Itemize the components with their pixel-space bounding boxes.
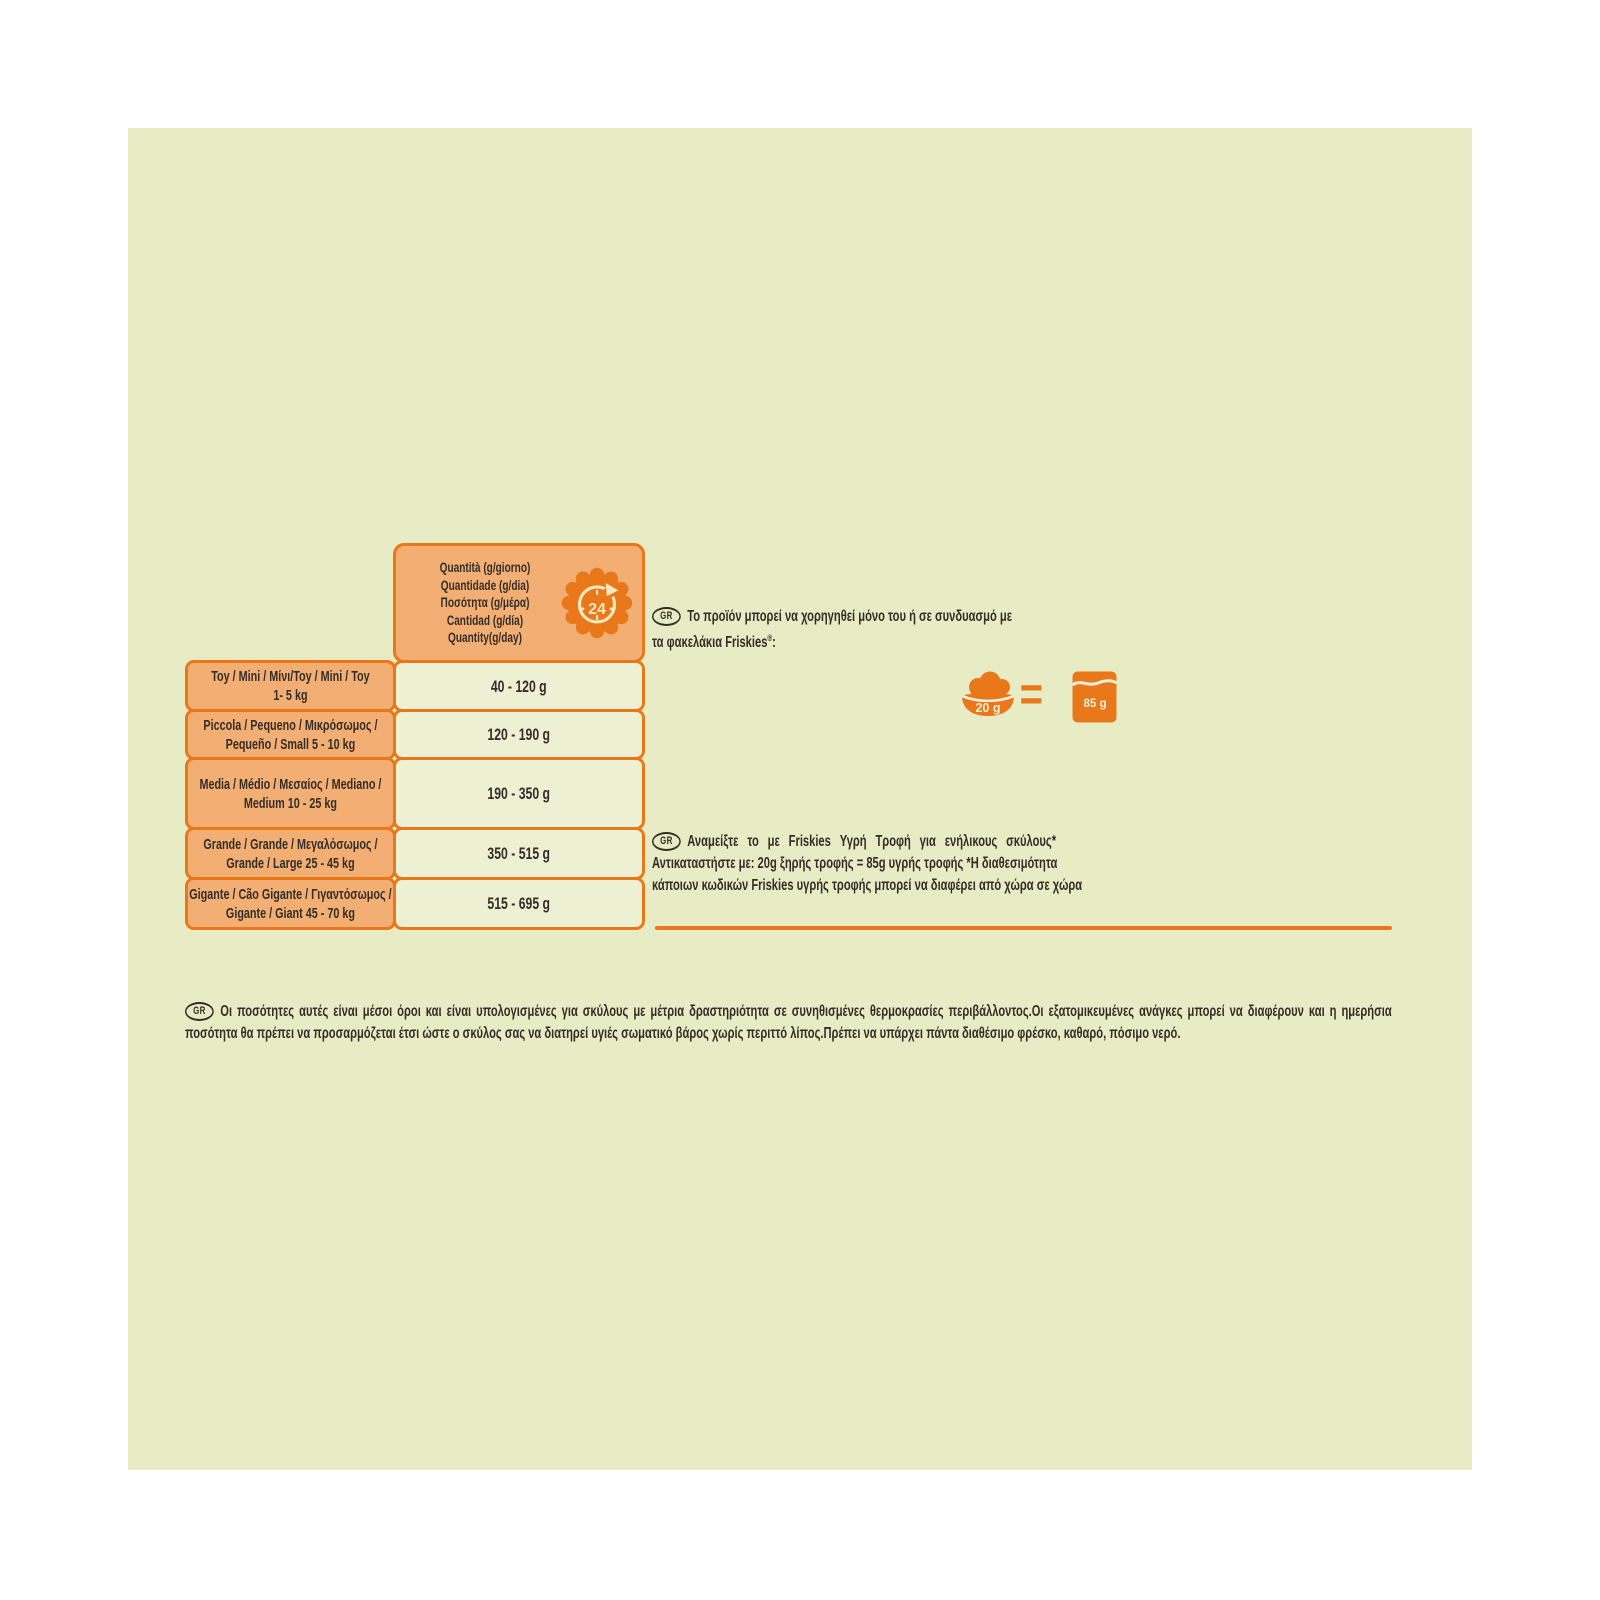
table-header-quantity [393, 543, 645, 663]
size-cell-giant [185, 877, 396, 930]
dry-food-bowl-icon [960, 665, 1016, 723]
amount-value: 350 - 515 g [487, 844, 551, 863]
mix-note [652, 831, 1082, 896]
size-label: Toy / Mini / Μίνι/Toy / Mini / Toy [211, 668, 370, 685]
combo-note-line1: Το προϊόν μπορεί να χορηγηθεί μόνο του ή σε συνδυασμό με [687, 608, 1013, 625]
size-cell-medium [185, 757, 396, 830]
orange-divider-line [655, 926, 1392, 930]
amount-cell-small [393, 709, 645, 760]
combo-note [652, 606, 1012, 654]
amount-cell-toy [393, 660, 645, 712]
amount-value: 515 - 695 g [487, 894, 551, 913]
header-line-pt: Quantidade (g/dia) [440, 576, 530, 593]
gr-language-badge: GR [185, 1002, 214, 1021]
header-line-en: Quantity(g/day) [448, 629, 522, 646]
size-label: Piccola / Pequeno / Μικρόσωμος / [203, 716, 378, 734]
footer-note-text: Οι ποσότητες αυτές είναι μέσοι όροι και είναι υπολογισμένες για σκύλους με μέτρια δραστηριότητα σε συνηθισμένες θερμοκρασίες περιβάλλοντος.Οι εξατομικευμένες ανάγκες μπορεί να διαφέρουν και η ημερήσια ποσότητα θα πρέπει να προσαρμόζεται έτσι ώστε ο σκύλος σας να διατηρεί υγιές σωματικό βάρος χωρίς περιττό λίπος.Πρέπει να υπάρχει πάντα διαθέσιμο φρέσκο, καθαρό, πόσιμο νερό. [185, 1003, 1392, 1042]
size-weight: 1- 5 kg [273, 687, 308, 704]
amount-cell-medium [393, 757, 645, 830]
amount-value: 190 - 350 g [487, 784, 551, 803]
size-weight: Grande / Large 25 - 45 kg [226, 854, 355, 872]
24h-clock-icon [560, 566, 634, 640]
wet-amount-label: 85 g [1083, 698, 1107, 710]
header-line-gr: Ποσότητα (g/μέρα) [440, 594, 530, 611]
mix-note-line2: Αντικαταστήστε με: 20g ξηρής τροφής = 85g υγρής τροφής *Η διαθεσιμότητα [652, 855, 1058, 872]
gr-language-badge: GR [652, 832, 681, 851]
size-label: Media / Médio / Μεσαίος / Mediano / [199, 775, 382, 793]
size-label: Grande / Grande / Μεγαλόσωμος / [203, 835, 378, 853]
size-label: Gigante / Cão Gigante / Γιγαντόσωμος / [189, 885, 392, 903]
dry-amount-label: 20 g [975, 701, 1001, 715]
header-line-es: Cantidad (g/día) [446, 611, 524, 628]
size-cell-small [185, 709, 396, 760]
combo-note-line2: τα φακελάκια Friskies [652, 634, 768, 652]
amount-cell-large [393, 827, 645, 880]
table-header-lines [407, 559, 564, 647]
amount-value: 40 - 120 g [491, 676, 547, 696]
amount-value: 120 - 190 g [487, 725, 551, 744]
wet-food-pouch-icon [1072, 671, 1117, 723]
gr-language-badge: GR [652, 607, 681, 626]
size-weight: Gigante / Giant 45 - 70 kg [225, 904, 356, 922]
size-cell-toy [185, 660, 396, 712]
size-cell-large [185, 827, 396, 880]
footer-note [185, 1001, 1392, 1044]
amount-cell-giant [393, 877, 645, 930]
mix-note-line1: Αναμείξτε το με Friskies Υγρή Τροφή για ενήλικους σκύλους* [687, 833, 1057, 850]
mix-note-line3: κάποιων κωδικών Friskies υγρής τροφής μπορεί να διαφέρει από χώρα σε χώρα [652, 876, 1083, 894]
size-weight: Pequeño / Small 5 - 10 kg [225, 735, 356, 753]
clock-24-label: 24 [588, 600, 606, 619]
registered-mark: ® [767, 633, 773, 643]
header-line-it: Quantità (g/giorno) [439, 559, 531, 576]
size-weight: Medium 10 - 25 kg [243, 794, 338, 812]
equals-icon: = [1019, 666, 1044, 721]
combo-note-colon: : [772, 634, 776, 652]
